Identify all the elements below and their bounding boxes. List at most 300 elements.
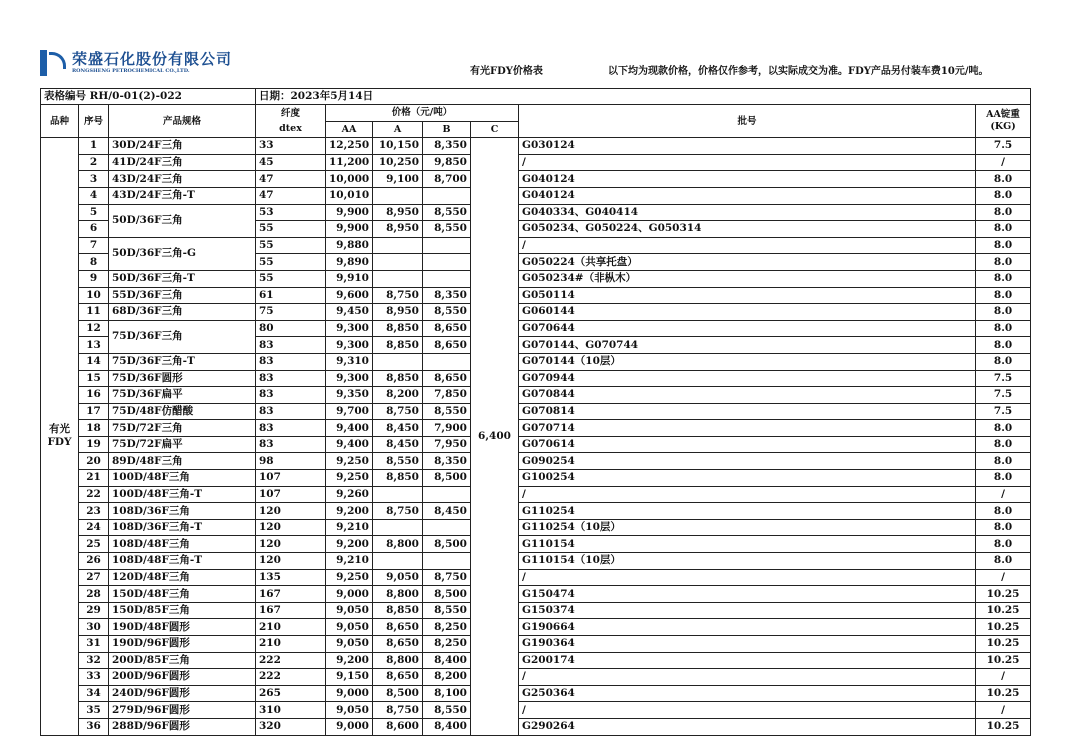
cell-seq: 20 xyxy=(79,453,109,470)
cell-batch: / xyxy=(519,486,976,503)
cell-batch: G030124 xyxy=(519,138,976,155)
cell-price-aa: 9,260 xyxy=(326,486,373,503)
cell-price-b: 7,850 xyxy=(423,387,471,404)
cell-weight: 8.0 xyxy=(976,337,1031,354)
cell-price-a: 8,750 xyxy=(373,287,423,304)
cell-batch: / xyxy=(519,237,976,254)
cell-batch: G070144（10层） xyxy=(519,353,976,370)
cell-price-a: 8,850 xyxy=(373,337,423,354)
cell-batch: G090254 xyxy=(519,453,976,470)
cell-batch: G060144 xyxy=(519,304,976,321)
cell-batch: / xyxy=(519,702,976,719)
cell-price-a: 8,750 xyxy=(373,702,423,719)
table-row xyxy=(41,602,1031,619)
cell-seq: 30 xyxy=(79,619,109,636)
cell-spec: 108D/36F三角 xyxy=(109,503,256,520)
cell-price-aa: 9,400 xyxy=(326,436,373,453)
cell-batch: G190664 xyxy=(519,619,976,636)
cell-seq: 22 xyxy=(79,486,109,503)
cell-price-b: 8,350 xyxy=(423,138,471,155)
col-weight xyxy=(976,105,1031,138)
cell-price-b: 8,700 xyxy=(423,171,471,188)
cell-dtex: 61 xyxy=(256,287,326,304)
col-fineness xyxy=(256,105,326,138)
cell-seq: 31 xyxy=(79,636,109,653)
cell-batch: / xyxy=(519,569,976,586)
table-row xyxy=(41,436,1031,453)
cell-seq: 11 xyxy=(79,304,109,321)
cell-price-b xyxy=(423,237,471,254)
cell-price-aa: 9,450 xyxy=(326,304,373,321)
cell-weight: / xyxy=(976,154,1031,171)
cell-price-b: 7,950 xyxy=(423,436,471,453)
cell-dtex: 265 xyxy=(256,685,326,702)
cell-seq: 1 xyxy=(79,138,109,155)
table-row xyxy=(41,503,1031,520)
cell-spec: 190D/48F圆形 xyxy=(109,619,256,636)
cell-price-a: 8,200 xyxy=(373,387,423,404)
cell-batch: G070714 xyxy=(519,420,976,437)
table-row xyxy=(41,403,1031,420)
cell-price-aa: 9,000 xyxy=(326,586,373,603)
cell-spec: 50D/36F三角 xyxy=(109,204,256,237)
table-row xyxy=(41,237,1031,254)
cell-price-a: 8,800 xyxy=(373,536,423,553)
cell-batch: G200174 xyxy=(519,652,976,669)
col-price: 价格（元/吨） xyxy=(326,105,519,122)
table-row xyxy=(41,287,1031,304)
cell-price-b: 8,550 xyxy=(423,221,471,238)
cell-spec: 200D/85F三角 xyxy=(109,652,256,669)
cell-price-aa: 9,210 xyxy=(326,553,373,570)
cell-batch: G040124 xyxy=(519,171,976,188)
cell-price-a: 8,850 xyxy=(373,370,423,387)
cell-price-aa: 12,250 xyxy=(326,138,373,155)
cell-dtex: 45 xyxy=(256,154,326,171)
cell-dtex: 55 xyxy=(256,254,326,271)
cell-price-aa: 9,300 xyxy=(326,337,373,354)
cell-weight: 10.25 xyxy=(976,652,1031,669)
cell-spec: 75D/72F三角 xyxy=(109,420,256,437)
cell-spec: 30D/24F三角 xyxy=(109,138,256,155)
cell-price-aa: 9,700 xyxy=(326,403,373,420)
cell-price-aa: 9,890 xyxy=(326,254,373,271)
cell-price-a xyxy=(373,486,423,503)
cell-price-a: 8,950 xyxy=(373,304,423,321)
col-seq: 序号 xyxy=(79,105,109,138)
table-row xyxy=(41,470,1031,487)
table-row xyxy=(41,486,1031,503)
cell-price-b: 8,100 xyxy=(423,685,471,702)
table-row xyxy=(41,304,1031,321)
cell-seq: 29 xyxy=(79,602,109,619)
cell-batch: / xyxy=(519,669,976,686)
cell-price-aa: 9,050 xyxy=(326,636,373,653)
cell-weight: 8.0 xyxy=(976,204,1031,221)
cell-seq: 28 xyxy=(79,586,109,603)
cell-price-b: 9,850 xyxy=(423,154,471,171)
cell-dtex: 47 xyxy=(256,187,326,204)
cell-weight: 10.25 xyxy=(976,619,1031,636)
cell-price-a: 8,500 xyxy=(373,685,423,702)
cell-seq: 9 xyxy=(79,270,109,287)
cell-batch: G100254 xyxy=(519,470,976,487)
table-row xyxy=(41,353,1031,370)
cell-weight: 8.0 xyxy=(976,470,1031,487)
cell-weight: 7.5 xyxy=(976,370,1031,387)
weight-label: AA锭重 xyxy=(986,109,1020,121)
cell-price-aa: 9,600 xyxy=(326,287,373,304)
cell-price-aa: 9,250 xyxy=(326,470,373,487)
cell-spec: 75D/36F圆形 xyxy=(109,370,256,387)
cell-batch: G250364 xyxy=(519,685,976,702)
cell-price-aa: 9,250 xyxy=(326,453,373,470)
cell-seq: 15 xyxy=(79,370,109,387)
cell-weight: 10.25 xyxy=(976,602,1031,619)
cell-weight: 8.0 xyxy=(976,287,1031,304)
col-c: C xyxy=(471,121,519,138)
cell-seq: 21 xyxy=(79,470,109,487)
cell-spec: 75D/36F三角 xyxy=(109,320,256,353)
cell-price-a: 8,450 xyxy=(373,436,423,453)
cell-price-b: 8,500 xyxy=(423,470,471,487)
cell-dtex: 55 xyxy=(256,270,326,287)
col-spec: 产品规格 xyxy=(109,105,256,138)
cell-weight: 7.5 xyxy=(976,387,1031,404)
cell-spec: 279D/96F圆形 xyxy=(109,702,256,719)
cell-batch: G070814 xyxy=(519,403,976,420)
cell-seq: 27 xyxy=(79,569,109,586)
cell-batch: / xyxy=(519,154,976,171)
cell-dtex: 47 xyxy=(256,171,326,188)
cell-batch: G050114 xyxy=(519,287,976,304)
cell-seq: 32 xyxy=(79,652,109,669)
cell-price-b: 8,550 xyxy=(423,204,471,221)
cell-weight: 7.5 xyxy=(976,138,1031,155)
cell-seq: 4 xyxy=(79,187,109,204)
cell-price-a: 8,750 xyxy=(373,403,423,420)
cell-price-aa: 10,010 xyxy=(326,187,373,204)
cell-batch: G070144、G070744 xyxy=(519,337,976,354)
cell-batch: G150374 xyxy=(519,602,976,619)
cell-price-a: 10,250 xyxy=(373,154,423,171)
cell-dtex: 83 xyxy=(256,403,326,420)
cell-spec: 75D/72F扁平 xyxy=(109,436,256,453)
cell-price-b: 7,900 xyxy=(423,420,471,437)
cell-price-b xyxy=(423,553,471,570)
table-body xyxy=(41,138,1031,735)
cell-price-aa: 9,250 xyxy=(326,569,373,586)
cell-batch: G050224（共享托盘） xyxy=(519,254,976,271)
table-row xyxy=(41,569,1031,586)
price-date: 日期：2023年5月14日 xyxy=(256,89,1031,105)
cell-seq: 23 xyxy=(79,503,109,520)
cell-price-aa: 9,880 xyxy=(326,237,373,254)
cell-seq: 12 xyxy=(79,320,109,337)
cell-dtex: 55 xyxy=(256,221,326,238)
cell-price-aa: 9,900 xyxy=(326,204,373,221)
company-logo xyxy=(40,50,232,76)
col-aa: AA xyxy=(326,121,373,138)
cell-spec: 75D/36F三角-T xyxy=(109,353,256,370)
cell-dtex: 222 xyxy=(256,669,326,686)
cell-batch: G150474 xyxy=(519,586,976,603)
cell-weight: 8.0 xyxy=(976,270,1031,287)
cell-weight: 8.0 xyxy=(976,503,1031,520)
cell-price-a: 8,800 xyxy=(373,586,423,603)
cell-dtex: 167 xyxy=(256,602,326,619)
table-row xyxy=(41,370,1031,387)
cell-spec: 100D/48F三角-T xyxy=(109,486,256,503)
cell-weight: 8.0 xyxy=(976,304,1031,321)
cell-price-b: 8,550 xyxy=(423,304,471,321)
cell-price-aa: 10,000 xyxy=(326,171,373,188)
cell-weight: 8.0 xyxy=(976,171,1031,188)
cell-price-a: 10,150 xyxy=(373,138,423,155)
cell-price-b: 8,350 xyxy=(423,287,471,304)
cell-batch: G110154（10层） xyxy=(519,553,976,570)
cell-price-b: 8,750 xyxy=(423,569,471,586)
cell-weight: 8.0 xyxy=(976,453,1031,470)
cell-seq: 34 xyxy=(79,685,109,702)
cell-spec: 89D/48F三角 xyxy=(109,453,256,470)
cell-dtex: 167 xyxy=(256,586,326,603)
cell-price-a: 8,950 xyxy=(373,204,423,221)
cell-weight: 8.0 xyxy=(976,420,1031,437)
cell-price-b: 8,400 xyxy=(423,652,471,669)
cell-weight: 10.25 xyxy=(976,586,1031,603)
col-b: B xyxy=(423,121,471,138)
table-row xyxy=(41,586,1031,603)
cell-dtex: 120 xyxy=(256,519,326,536)
cell-seq: 6 xyxy=(79,221,109,238)
cell-weight: 10.25 xyxy=(976,636,1031,653)
cell-spec: 68D/36F三角 xyxy=(109,304,256,321)
cell-price-a: 8,600 xyxy=(373,718,423,735)
price-notice: 以下均为现款价格，价格仅作参考，以实际成交为准。FDY产品另付装车费10元/吨。 xyxy=(608,66,989,77)
cell-price-b: 8,250 xyxy=(423,619,471,636)
cell-seq: 33 xyxy=(79,669,109,686)
cell-price-a xyxy=(373,254,423,271)
cell-price-aa: 9,400 xyxy=(326,420,373,437)
col-variety: 品种 xyxy=(41,105,79,138)
cell-spec: 75D/36F扁平 xyxy=(109,387,256,404)
cell-dtex: 80 xyxy=(256,320,326,337)
cell-dtex: 120 xyxy=(256,536,326,553)
cell-batch: G190364 xyxy=(519,636,976,653)
cell-price-a: 8,650 xyxy=(373,619,423,636)
cell-price-a: 9,050 xyxy=(373,569,423,586)
cell-price-aa: 9,210 xyxy=(326,519,373,536)
cell-dtex: 83 xyxy=(256,387,326,404)
cell-price-aa: 9,200 xyxy=(326,503,373,520)
cell-price-a: 8,800 xyxy=(373,652,423,669)
cell-batch: G070614 xyxy=(519,436,976,453)
cell-dtex: 120 xyxy=(256,553,326,570)
cell-seq: 24 xyxy=(79,519,109,536)
cell-price-aa: 9,200 xyxy=(326,536,373,553)
cell-price-b: 8,500 xyxy=(423,536,471,553)
cell-seq: 10 xyxy=(79,287,109,304)
cell-seq: 18 xyxy=(79,420,109,437)
cell-dtex: 107 xyxy=(256,486,326,503)
cell-dtex: 83 xyxy=(256,353,326,370)
cell-spec: 50D/36F三角-G xyxy=(109,237,256,270)
cell-spec: 108D/48F三角 xyxy=(109,536,256,553)
table-row xyxy=(41,669,1031,686)
cell-price-b: 8,200 xyxy=(423,669,471,686)
cell-price-aa: 9,300 xyxy=(326,320,373,337)
cell-price-aa: 9,050 xyxy=(326,702,373,719)
table-row xyxy=(41,204,1031,221)
cell-seq: 13 xyxy=(79,337,109,354)
cell-price-b: 8,650 xyxy=(423,337,471,354)
cell-price-a: 8,750 xyxy=(373,503,423,520)
cell-price-aa: 9,150 xyxy=(326,669,373,686)
cell-price-a: 8,950 xyxy=(373,221,423,238)
cell-price-a: 8,650 xyxy=(373,669,423,686)
company-name-en: RONGSHENG PETROCHEMICAL CO.,LTD. xyxy=(72,68,190,74)
cell-weight: / xyxy=(976,669,1031,686)
table-row xyxy=(41,320,1031,337)
cell-spec: 43D/24F三角 xyxy=(109,171,256,188)
cell-seq: 3 xyxy=(79,171,109,188)
cell-price-a xyxy=(373,270,423,287)
cell-weight: 8.0 xyxy=(976,254,1031,271)
cell-price-b: 8,400 xyxy=(423,718,471,735)
cell-spec: 200D/96F圆形 xyxy=(109,669,256,686)
cell-seq: 35 xyxy=(79,702,109,719)
cell-price-a: 9,100 xyxy=(373,171,423,188)
cell-price-b: 8,500 xyxy=(423,586,471,603)
cell-spec: 108D/48F三角-T xyxy=(109,553,256,570)
cell-price-aa: 9,000 xyxy=(326,718,373,735)
form-number: 表格编号 RH/0-01(2)-022 xyxy=(41,89,256,105)
variety-cell: 有光 FDY xyxy=(41,138,79,735)
cell-spec: 120D/48F三角 xyxy=(109,569,256,586)
cell-seq: 14 xyxy=(79,353,109,370)
cell-dtex: 310 xyxy=(256,702,326,719)
cell-dtex: 107 xyxy=(256,470,326,487)
cell-batch: G290264 xyxy=(519,718,976,735)
cell-spec: 108D/36F三角-T xyxy=(109,519,256,536)
weight-unit: (KG) xyxy=(990,121,1016,133)
cell-price-b: 8,450 xyxy=(423,503,471,520)
cell-seq: 8 xyxy=(79,254,109,271)
cell-price-a: 8,850 xyxy=(373,470,423,487)
cell-spec: 150D/48F三角 xyxy=(109,586,256,603)
document-title: 有光FDY价格表 xyxy=(470,66,543,77)
cell-weight: 8.0 xyxy=(976,553,1031,570)
cell-spec: 41D/24F三角 xyxy=(109,154,256,171)
cell-dtex: 320 xyxy=(256,718,326,735)
cell-price-b: 8,250 xyxy=(423,636,471,653)
cell-price-aa: 11,200 xyxy=(326,154,373,171)
cell-seq: 36 xyxy=(79,718,109,735)
table-row xyxy=(41,652,1031,669)
cell-weight: / xyxy=(976,486,1031,503)
cell-price-b: 8,550 xyxy=(423,702,471,719)
cell-dtex: 135 xyxy=(256,569,326,586)
cell-price-a: 8,850 xyxy=(373,320,423,337)
table-row xyxy=(41,187,1031,204)
cell-seq: 17 xyxy=(79,403,109,420)
cell-weight: 8.0 xyxy=(976,221,1031,238)
cell-batch: G110254（10层） xyxy=(519,519,976,536)
cell-weight: 8.0 xyxy=(976,353,1031,370)
cell-price-aa: 9,350 xyxy=(326,387,373,404)
cell-price-a: 8,850 xyxy=(373,602,423,619)
table-row xyxy=(41,536,1031,553)
cell-batch: G040334、G040414 xyxy=(519,204,976,221)
cell-seq: 19 xyxy=(79,436,109,453)
cell-price-b xyxy=(423,187,471,204)
cell-batch: G050234#（非枞木） xyxy=(519,270,976,287)
cell-weight: 7.5 xyxy=(976,403,1031,420)
cell-spec: 55D/36F三角 xyxy=(109,287,256,304)
cell-dtex: 210 xyxy=(256,636,326,653)
table-row xyxy=(41,154,1031,171)
cell-seq: 2 xyxy=(79,154,109,171)
table-row xyxy=(41,171,1031,188)
cell-price-b xyxy=(423,486,471,503)
col-a: A xyxy=(373,121,423,138)
cell-price-b: 8,350 xyxy=(423,453,471,470)
cell-batch: G110154 xyxy=(519,536,976,553)
cell-spec: 43D/24F三角-T xyxy=(109,187,256,204)
cell-price-b xyxy=(423,519,471,536)
cell-dtex: 83 xyxy=(256,370,326,387)
table-row xyxy=(41,702,1031,719)
dtex-label: dtex xyxy=(279,123,302,135)
cell-dtex: 83 xyxy=(256,436,326,453)
cell-dtex: 98 xyxy=(256,453,326,470)
cell-weight: 8.0 xyxy=(976,187,1031,204)
table-row xyxy=(41,138,1031,155)
cell-batch: G110254 xyxy=(519,503,976,520)
table-row xyxy=(41,420,1031,437)
cell-price-a xyxy=(373,237,423,254)
cell-spec: 150D/85F三角 xyxy=(109,602,256,619)
fineness-label: 纤度 xyxy=(280,108,300,120)
table-row xyxy=(41,718,1031,735)
cell-dtex: 83 xyxy=(256,337,326,354)
cell-price-c: 6,400 xyxy=(471,138,519,735)
cell-weight: 8.0 xyxy=(976,519,1031,536)
cell-price-aa: 9,910 xyxy=(326,270,373,287)
cell-dtex: 210 xyxy=(256,619,326,636)
cell-price-b xyxy=(423,270,471,287)
cell-weight: 8.0 xyxy=(976,237,1031,254)
cell-price-b: 8,550 xyxy=(423,602,471,619)
cell-dtex: 75 xyxy=(256,304,326,321)
cell-weight: 10.25 xyxy=(976,685,1031,702)
table-row xyxy=(41,553,1031,570)
cell-weight: 8.0 xyxy=(976,436,1031,453)
cell-price-aa: 9,200 xyxy=(326,652,373,669)
cell-batch: G070944 xyxy=(519,370,976,387)
cell-price-a: 8,450 xyxy=(373,420,423,437)
logo-icon xyxy=(40,50,66,76)
cell-seq: 26 xyxy=(79,553,109,570)
company-name-cn: 荣盛石化股份有限公司 xyxy=(72,50,233,68)
cell-spec: 240D/96F圆形 xyxy=(109,685,256,702)
cell-price-a: 8,650 xyxy=(373,636,423,653)
cell-price-b: 8,650 xyxy=(423,320,471,337)
cell-seq: 7 xyxy=(79,237,109,254)
cell-price-a xyxy=(373,519,423,536)
cell-batch: G070644 xyxy=(519,320,976,337)
